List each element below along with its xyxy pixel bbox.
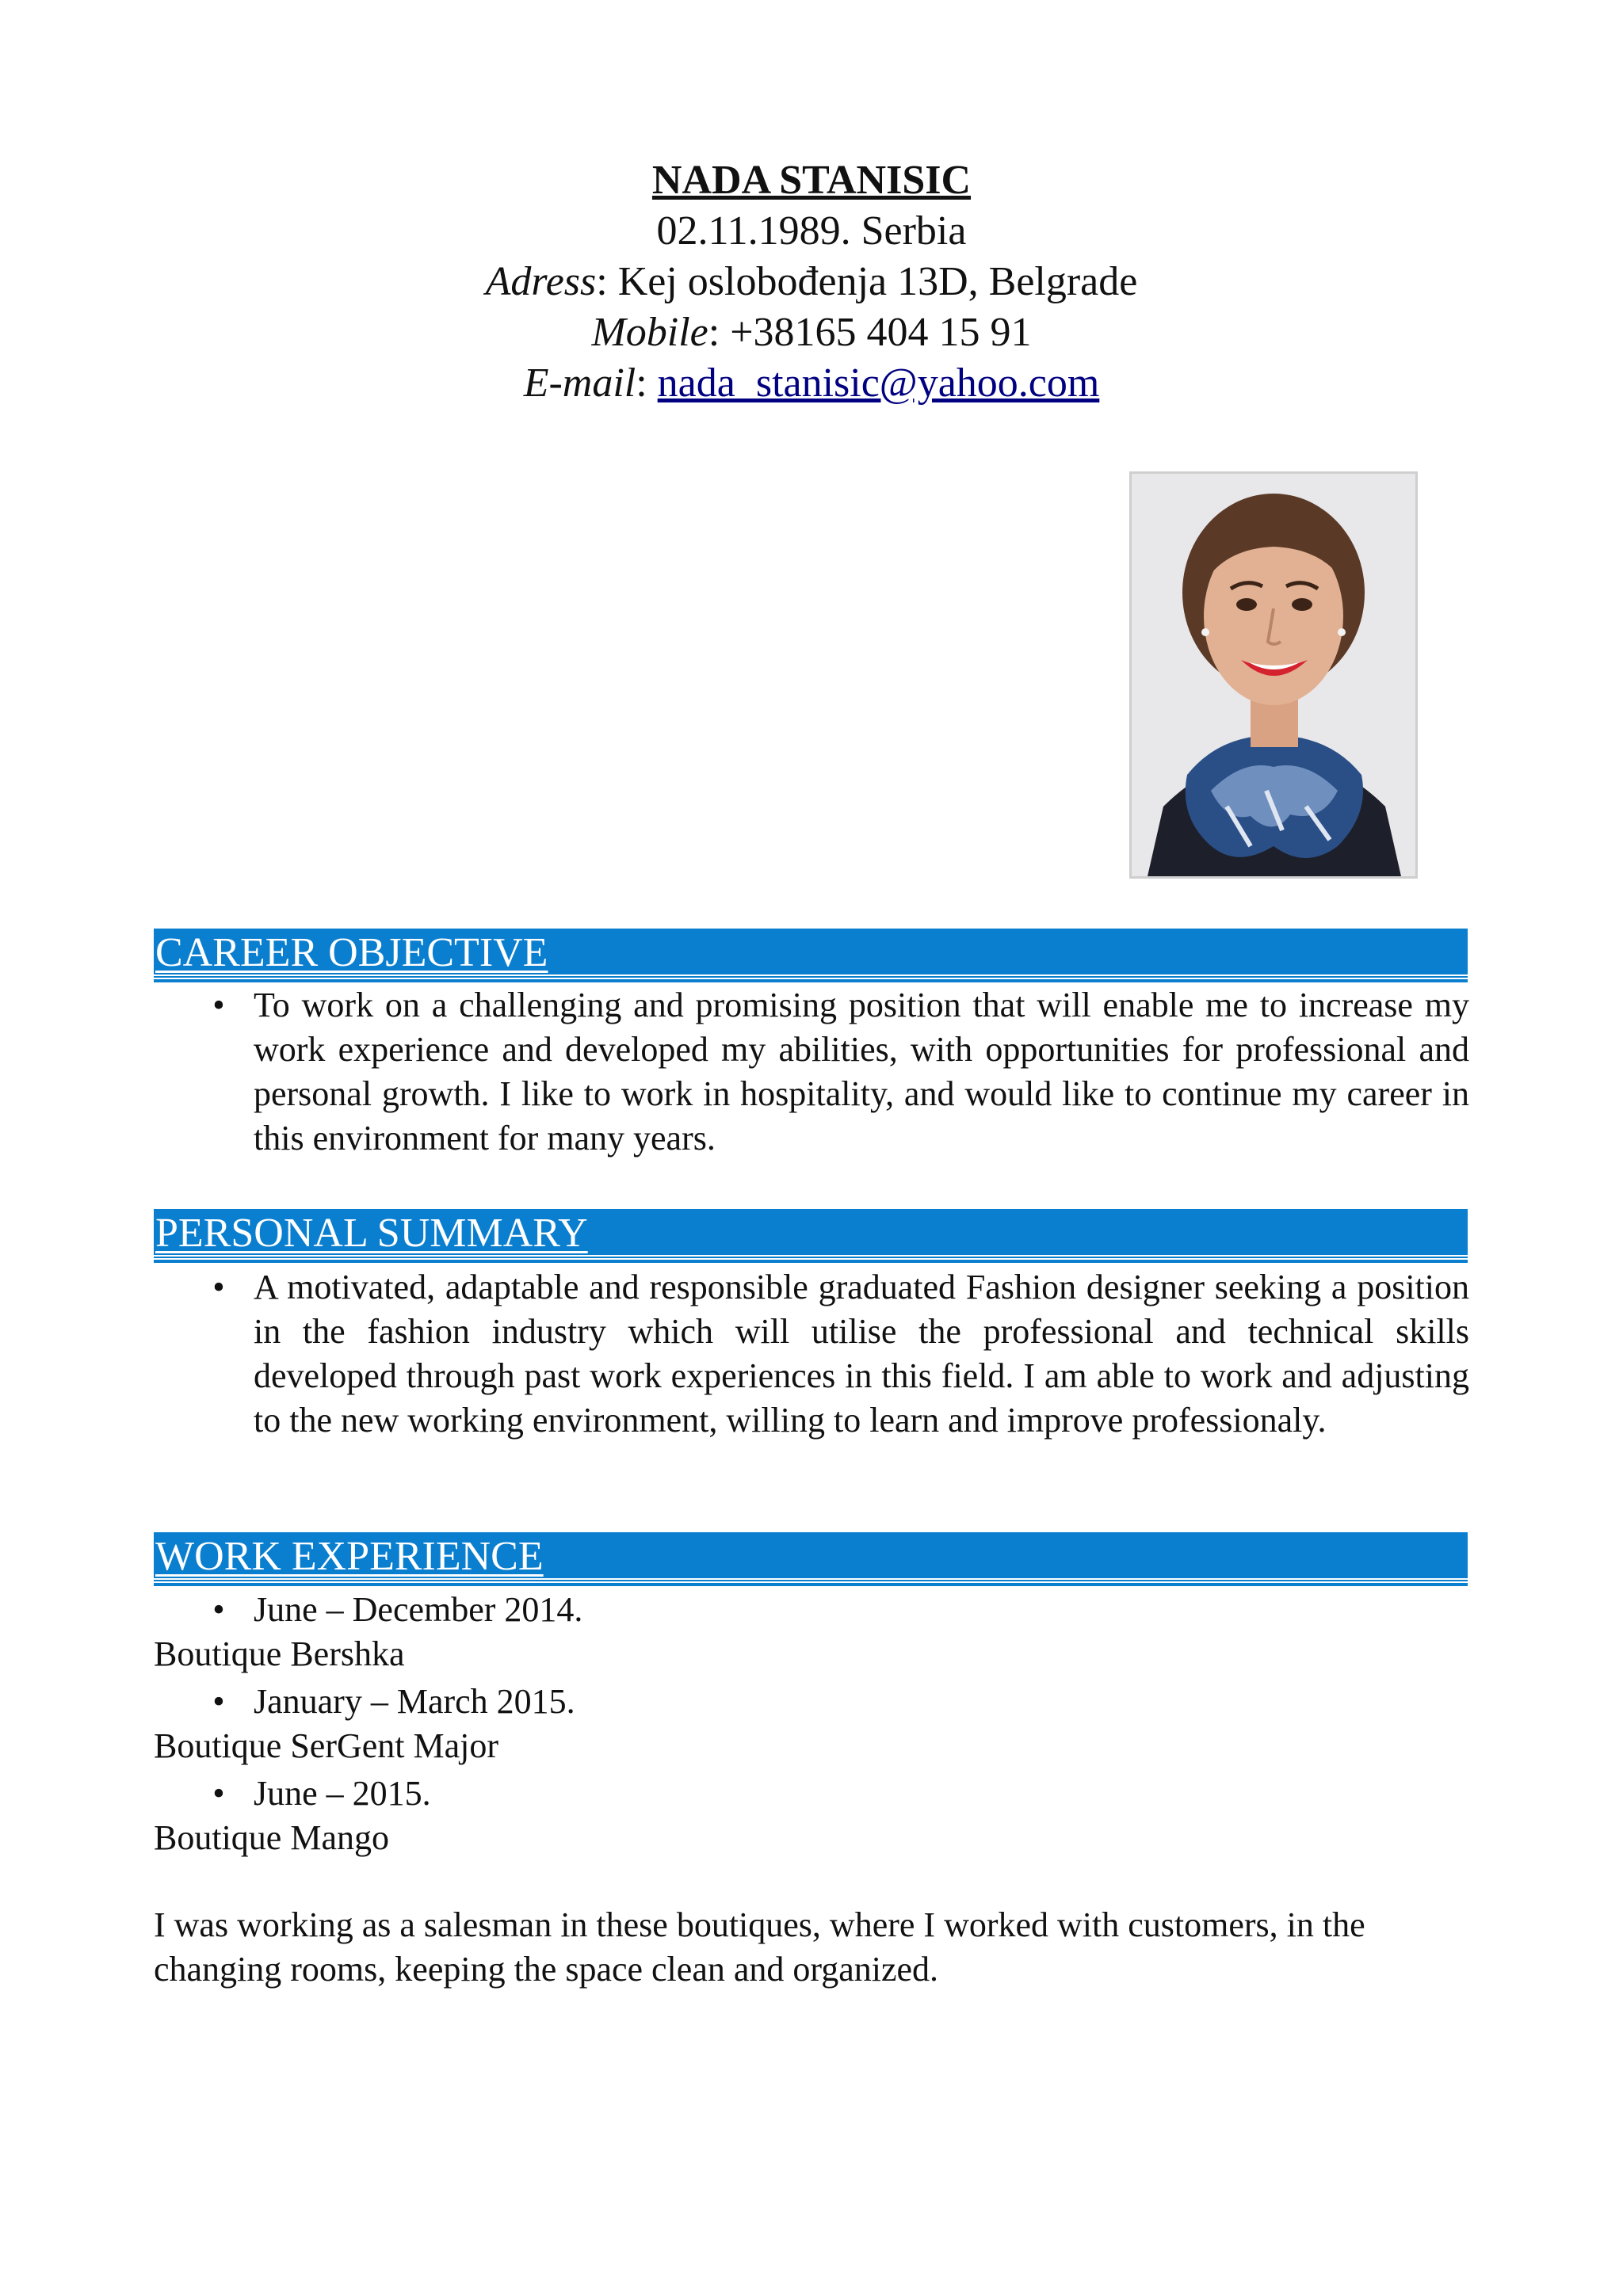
work-experience-summary: I was working as a salesman in these boutiques, where I worked with customers, in the changing rooms, keeping the space clean and organized. xyxy=(154,1905,1365,1989)
email-label: E-mail xyxy=(523,360,636,406)
mobile-line xyxy=(0,307,1623,358)
mobile-label: Mobile xyxy=(591,310,708,355)
bullet-icon: • xyxy=(212,1682,225,1721)
section-heading-work-experience xyxy=(154,1532,1468,1583)
mobile-value: : +38165 404 15 91 xyxy=(708,310,1032,355)
email-separator: : xyxy=(636,360,658,406)
address-label: Adress xyxy=(485,259,597,304)
personal-summary-text: A motivated, adaptable and responsible graduated Fashion designer seeking a position in the fashion industry which will utilise the professional and technical skills developed through past work experiences in this field. I am able to work and adjusting to the new working environment, willing to learn and improve professionaly. xyxy=(254,1268,1469,1440)
section-title: CAREER OBJECTIVE xyxy=(155,930,548,975)
work-period: June – December 2014. xyxy=(254,1590,583,1629)
candidate-name: NADA STANISIC xyxy=(651,158,972,203)
address-value: : Kej oslobođenja 13D, Belgrade xyxy=(596,259,1138,304)
contact-header xyxy=(0,155,1623,409)
career-objective-body xyxy=(154,983,1469,1161)
list-item xyxy=(154,983,1469,1161)
bullet-icon: • xyxy=(212,986,225,1024)
career-objective-text: To work on a challenging and promising position that will enable me to increase my work experience and developed my abilities, with opportunities for professional and personal growth. I like to work in hospitality, and would like to continue my career in this environment for many years. xyxy=(254,986,1469,1158)
personal-summary-body xyxy=(154,1265,1469,1443)
section-title: WORK EXPERIENCE xyxy=(155,1534,544,1579)
work-place: Boutique Mango xyxy=(154,1818,389,1857)
work-period: June – 2015. xyxy=(254,1774,431,1813)
bullet-icon: • xyxy=(212,1590,225,1629)
bullet-icon: • xyxy=(212,1774,225,1813)
list-item xyxy=(154,1588,1469,1632)
section-heading-career-objective xyxy=(154,929,1468,979)
bullet-icon: • xyxy=(212,1268,225,1306)
list-item xyxy=(154,1772,1469,1816)
work-item xyxy=(154,1680,1469,1724)
address-line xyxy=(0,257,1623,307)
work-item xyxy=(154,1588,1469,1632)
work-place: Boutique Bershka xyxy=(154,1634,405,1673)
email-link[interactable]: nada_stanisic@yahoo.com xyxy=(657,360,1100,406)
work-period: January – March 2015. xyxy=(254,1682,575,1721)
portrait-icon xyxy=(1132,474,1415,876)
birth-line: 02.11.1989. Serbia xyxy=(656,208,967,254)
work-place: Boutique SerGent Major xyxy=(154,1726,499,1765)
portrait-photo xyxy=(1129,471,1418,879)
section-title: PERSONAL SUMMARY xyxy=(155,1211,588,1256)
email-line xyxy=(0,358,1623,409)
list-item xyxy=(154,1680,1469,1724)
work-item xyxy=(154,1772,1469,1816)
list-item xyxy=(154,1265,1469,1443)
section-heading-personal-summary xyxy=(154,1209,1468,1260)
